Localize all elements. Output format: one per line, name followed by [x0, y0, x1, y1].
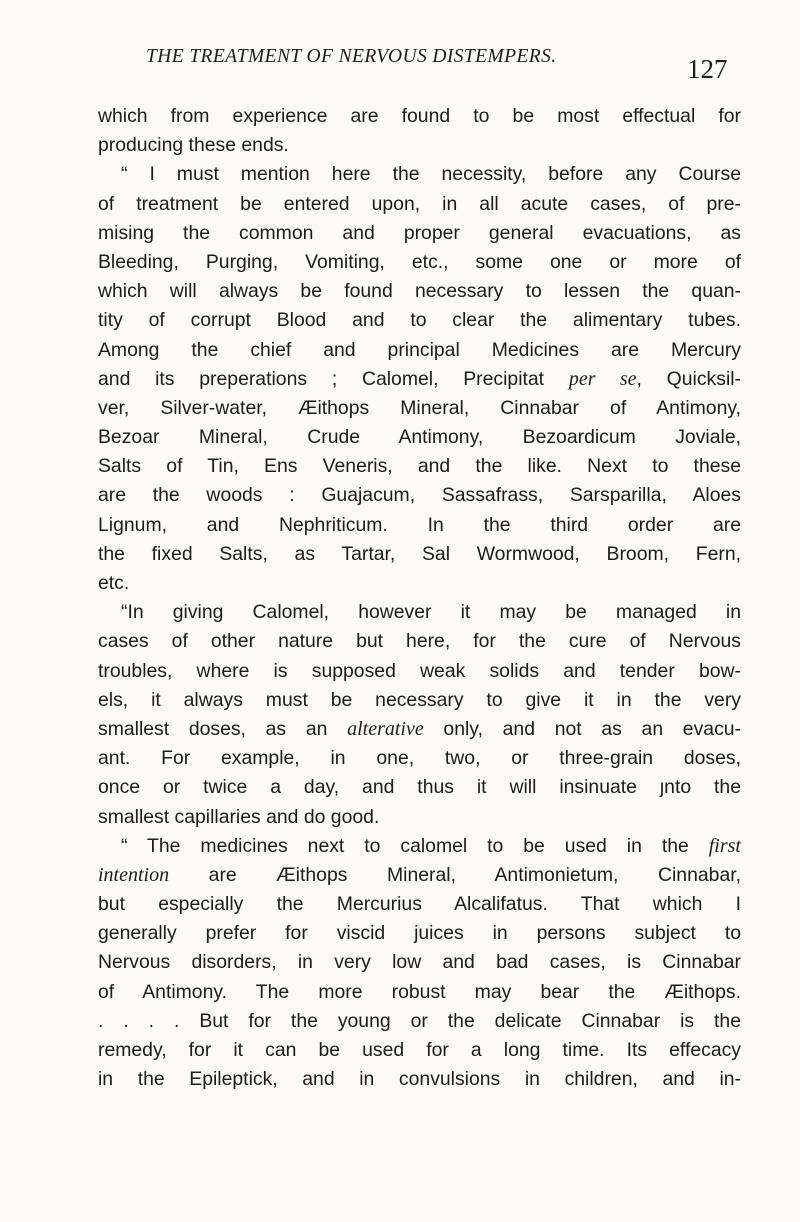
text-line: once or twice a day, and thus it will insinuate ȷnto the [98, 776, 741, 799]
text-line: Nervous disorders, in very low and bad cases, is Cinnabar [98, 951, 741, 974]
text-line: etc. [98, 572, 130, 594]
text-line: mising the common and proper general evacuations, as [98, 221, 741, 244]
text-line: tity of corrupt Blood and to clear the alimentary tubes. [98, 309, 741, 332]
italic-run: first [708, 834, 741, 857]
italic-run: alterative [347, 717, 424, 740]
text-run: , Quicksil- [636, 367, 742, 390]
text-line: are the woods : Guajacum, Sassafrass, Sarsparilla, Aloes [98, 484, 741, 507]
text-line: Lignum, and Nephriticum. In the third order are [98, 513, 741, 536]
text-line: which from experience are found to be most effectual for [98, 105, 741, 127]
text-line: producing these ends. [98, 134, 289, 157]
text-line: ver, Silver-water, Æithops Mineral, Cinnabar of Antimony, [98, 396, 741, 419]
text-run: smallest doses, as an [98, 717, 348, 740]
text-line: remedy, for it can be used for a long time. Its effecacy [98, 1039, 741, 1061]
text-line: els, it always must be necessary to give it in the very [98, 688, 741, 711]
paragraph-start-line: “ I must mention here the necessity, before any Course [121, 163, 741, 186]
italic-run: intention [98, 863, 170, 886]
text-line: smallest capillaries and do good. [98, 805, 380, 828]
text-line [98, 365, 741, 394]
text-run: and its preperations ; Calomel, Precipitat [98, 367, 569, 390]
text-line: the fixed Salts, as Tartar, Sal Wormwood, Broom, Fern, [98, 542, 741, 565]
text-line [98, 861, 741, 890]
paragraph-start-line [98, 832, 741, 861]
text-line: but especially the Mercurius Alcalifatus. That which I [98, 893, 741, 916]
paragraph-start-line: “In giving Calomel, however it may be managed in [121, 601, 741, 624]
text-line: of treatment be entered upon, in all acute cases, of pre- [98, 192, 741, 215]
text-line: of Antimony. The more robust may bear the Æithops. [98, 980, 741, 1003]
text-run: are Æithops Mineral, Antimonietum, Cinnabar, [169, 863, 741, 886]
text-line: troubles, where is supposed weak solids and tender bow- [98, 659, 741, 682]
running-head: THE TREATMENT OF NERVOUS DISTEMPERS. [146, 46, 557, 67]
text-line: cases of other nature but here, for the cure of Nervous [98, 630, 741, 653]
italic-run: per se [568, 367, 637, 390]
text-line: Salts of Tin, Ens Veneris, and the like. Next to these [98, 455, 741, 478]
text-line: Among the chief and principal Medicines are Mercury [98, 338, 741, 361]
body-text [98, 102, 741, 1094]
text-line: Bezoar Mineral, Crude Antimony, Bezoardicum Joviale, [98, 426, 741, 449]
text-line: in the Epileptick, and in convulsions in children, and in- [98, 1068, 741, 1091]
text-run: only, and not as an evacu- [423, 717, 741, 740]
text-run: “ The medicines next to calomel to be used in the [121, 834, 709, 857]
text-line [98, 715, 741, 744]
text-line: Bleeding, Purging, Vomiting, etc., some one or more of [98, 250, 741, 273]
text-line: ant. For example, in one, two, or three-grain doses, [98, 747, 741, 770]
page-number: 127 [687, 54, 728, 84]
text-line: which will always be found necessary to lessen the quan- [98, 280, 741, 303]
text-line: . . . . But for the young or the delicate Cinnabar is the [98, 1009, 741, 1032]
text-line: generally prefer for viscid juices in persons subject to [98, 922, 741, 945]
